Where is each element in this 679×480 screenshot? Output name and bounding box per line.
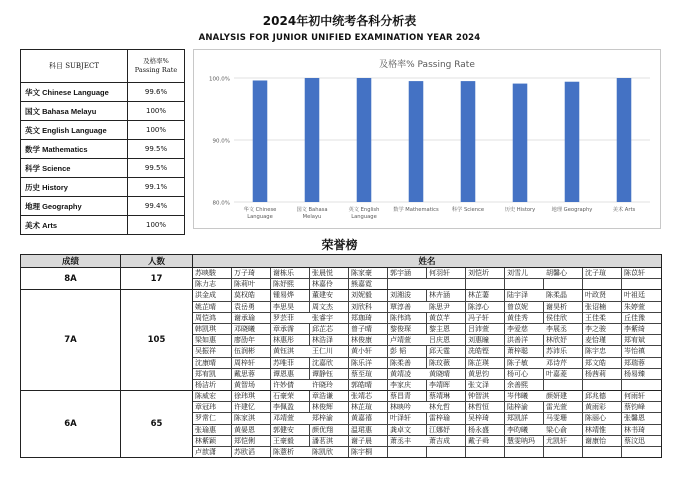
student-name: 陈薏析	[273, 448, 294, 456]
student-name: 陈子敏	[505, 358, 544, 369]
student-name: 王豪毅	[271, 436, 310, 447]
student-name: 颜妍建	[544, 391, 583, 402]
student-name: 谢康怡	[583, 436, 622, 447]
student-name: 邱芷芯	[310, 324, 349, 335]
student-name: 罗芸菲	[271, 313, 310, 324]
student-name: 董建安	[310, 290, 349, 301]
student-name: 张文泽	[466, 380, 505, 390]
honour-roll-table	[20, 254, 662, 458]
student-name: 李紫绮	[622, 324, 661, 335]
subject-row	[21, 178, 185, 197]
empty-name-slot	[505, 279, 544, 289]
x-tick-label: Language	[351, 214, 377, 220]
student-name: 尤凯轩	[544, 436, 583, 447]
student-name: 叶泽轩	[388, 413, 427, 424]
names-cell	[193, 290, 662, 391]
student-name: 谭恩惠	[271, 369, 310, 380]
student-name: 周梓轩	[232, 358, 271, 369]
x-tick-label: 历史 History	[504, 207, 536, 213]
student-name: 廖劭年	[232, 335, 271, 346]
student-name: 丘佳豫	[622, 313, 661, 324]
grade-cell: 6A	[21, 391, 121, 458]
subject-name: 英文 English Language	[21, 121, 128, 140]
y-tick-label: 100.0%	[209, 76, 230, 83]
student-name: 林欣妤	[544, 335, 583, 346]
honour-table-header	[21, 255, 662, 268]
passing-rate-column-header	[128, 50, 185, 83]
student-name: 戴思蓉	[232, 369, 271, 380]
student-name: 曾子晴	[349, 324, 388, 335]
student-name: 林书琦	[622, 425, 661, 436]
student-name: 慧雯呐玛	[505, 436, 544, 447]
empty-name-slot	[544, 380, 583, 390]
student-name: 莫权皓	[232, 290, 271, 301]
student-name: 杨永盛	[466, 425, 505, 436]
page-title-cn: 2024年初中统考各科分析表	[262, 14, 417, 28]
student-name: 熊嘉霓	[349, 279, 388, 289]
count-cell: 65	[121, 391, 193, 458]
student-name: 陈家淇	[232, 413, 271, 424]
honour-group-row	[21, 268, 662, 290]
count-cell: 17	[121, 268, 193, 290]
student-name: 陈芷瑛	[466, 358, 505, 369]
subject-name: 数学 Mathematics	[21, 140, 128, 159]
y-tick-label: 90.0%	[212, 138, 230, 145]
student-name: 胡馨心	[544, 268, 583, 279]
empty-name-slot	[466, 279, 505, 289]
student-name: 刘恺圻	[466, 268, 505, 279]
student-name: 蔡至瑄	[349, 369, 388, 380]
student-name: 张馨恩	[622, 413, 661, 424]
subject-pass-rate-table	[20, 49, 185, 235]
student-name: 岑伟曦	[505, 391, 544, 402]
student-name: 许妙倩	[273, 380, 294, 389]
student-name: 张诏楠	[583, 302, 622, 313]
student-name: 沈嘉欣	[310, 358, 349, 369]
grade-column-header: 成绩	[21, 255, 121, 268]
subject-row	[21, 121, 185, 140]
x-tick-label: 美术 Arts	[612, 207, 636, 213]
subject-row	[21, 83, 185, 102]
student-name: 李靖晖	[427, 380, 466, 390]
student-name: 杨洁圻	[193, 380, 232, 390]
student-name: 谢昊析	[544, 302, 583, 313]
student-name: 黄苡芊	[427, 313, 466, 324]
x-tick-label: 英文 English	[348, 207, 380, 213]
student-name: 郑恺俐	[232, 436, 271, 447]
bar	[617, 78, 632, 202]
student-name: 李爱慈	[505, 324, 544, 335]
student-name: 章冠玮	[193, 402, 232, 413]
student-name: 杨易臻	[622, 369, 661, 380]
student-name: 洪善洋	[505, 335, 544, 346]
student-name: 黄靖凌	[388, 369, 427, 380]
student-name: 邓靖萱	[271, 413, 310, 424]
student-name: 袁岳勇	[232, 302, 271, 313]
student-name: 李昀曦	[505, 425, 544, 436]
empty-name-slot	[544, 447, 583, 457]
subject-passing-rate: 99.5%	[128, 140, 185, 159]
x-tick-label: Melayu	[302, 214, 322, 220]
subject-name: 科学 Science	[21, 159, 128, 178]
student-name: 陈淳心	[466, 302, 505, 313]
subject-name: 华文 Chinese Language	[21, 83, 128, 102]
student-name: 黄佳秀	[505, 313, 544, 324]
student-name: 萧吉成	[427, 436, 466, 447]
student-name: 戴子舜	[466, 436, 505, 447]
student-name: 郑宥斌	[622, 335, 661, 346]
student-name: 万子琦	[232, 268, 271, 279]
subject-row	[21, 159, 185, 178]
student-name: 陈柔晶	[544, 290, 583, 301]
student-name: 张靖芯	[349, 391, 388, 402]
names-grid	[193, 268, 661, 289]
student-name: 沈康晴	[193, 358, 232, 369]
student-name: 郑宥凯	[193, 369, 232, 380]
student-name: 陈家豪	[349, 268, 388, 279]
names-cell	[193, 391, 662, 458]
student-name: 林浩泽	[310, 335, 349, 346]
student-name: 覃淳善	[388, 302, 427, 313]
student-name: 黎主恩	[427, 324, 466, 335]
student-name: 吴振祥	[193, 346, 232, 357]
subject-passing-rate: 100%	[128, 121, 185, 140]
student-name: 邓诗芹	[544, 358, 583, 369]
subject-name: 国文 Bahasa Melayu	[21, 102, 128, 121]
student-name: 杨可心	[505, 369, 544, 380]
student-name: 林嘉伶	[310, 279, 349, 289]
names-grid	[193, 290, 661, 390]
names-cell	[193, 268, 662, 290]
student-name: 黄钰淇	[271, 346, 310, 357]
subject-passing-rate: 99.5%	[128, 159, 185, 178]
subject-passing-rate: 99.6%	[128, 83, 185, 102]
student-name: 邱兆德	[583, 391, 622, 402]
student-name: 蔡汶迅	[622, 436, 661, 447]
student-name: 陆宇泽	[505, 290, 544, 301]
student-name: 王仁川	[310, 346, 349, 357]
student-name: 何雨轩	[622, 391, 661, 402]
subject-table-header	[21, 50, 185, 83]
student-name: 沈子瑄	[583, 268, 622, 279]
student-name: 陈伟鸿	[388, 313, 427, 324]
x-tick-label: 华文 Chinese	[243, 207, 277, 213]
student-name: 章承霈	[271, 324, 310, 335]
student-name: 刘雪儿	[505, 268, 544, 279]
student-name: 陈宇忠	[583, 346, 622, 357]
student-name: 李思昊	[271, 302, 310, 313]
empty-name-slot	[466, 447, 505, 457]
x-tick-label: 地理 Geography	[551, 207, 593, 213]
student-name: 陈柔善	[388, 358, 427, 369]
empty-name-slot	[427, 279, 466, 289]
student-name: 余善熙	[505, 380, 544, 390]
student-name: 蔡昌青	[388, 391, 427, 402]
student-name: 叶政贤	[583, 290, 622, 301]
student-name: 温珺惠	[349, 425, 388, 436]
student-name: 李展丞	[544, 324, 583, 335]
student-name: 颜优翔	[310, 425, 349, 436]
student-name: 卢靖萱	[388, 335, 427, 346]
student-name: 江娜妤	[427, 425, 466, 436]
student-name: 苏映駿	[193, 268, 232, 279]
student-name: 卢歆潇	[193, 447, 232, 457]
chart-canvas	[194, 50, 660, 228]
student-name: 潘茗淇	[310, 436, 349, 447]
student-name: 叶嘉菱	[544, 369, 583, 380]
student-name: 郭健安	[271, 425, 310, 436]
student-name: 陈妤熙	[271, 279, 310, 289]
x-tick-label: Language	[247, 214, 273, 220]
student-name: 陈凯欣	[310, 447, 349, 457]
grade-cell: 7A	[21, 290, 121, 391]
student-name: 林惠彤	[271, 335, 310, 346]
student-name: 郑凯詳	[505, 413, 544, 424]
student-name: 郭宇涵	[388, 268, 427, 279]
subject-passing-rate: 100%	[128, 102, 185, 121]
grade-cell: 8A	[21, 268, 121, 290]
student-name: 黄晏恩	[232, 425, 271, 436]
student-name: 杨茜莉	[583, 369, 622, 380]
student-name: 黄雨彩	[583, 402, 622, 413]
x-tick-label: 数学 Mathematics	[393, 207, 439, 213]
honour-roll-title: 荣誉榜	[321, 238, 358, 252]
student-name: 陈力志	[193, 279, 232, 289]
student-name: 陈思尹	[427, 302, 466, 313]
student-name: 林芷萋	[466, 290, 505, 301]
y-tick-label: 80.0%	[212, 200, 230, 207]
names-column-header: 姓名	[193, 255, 662, 268]
student-name: 陈丽心	[583, 413, 622, 424]
x-tick-label: 科学 Science	[451, 207, 485, 213]
student-name: 郑珈琦	[349, 313, 388, 324]
student-name: 谭静钰	[310, 369, 349, 380]
student-name: 林允哲	[427, 402, 466, 413]
student-name: 侯佳欣	[544, 313, 583, 324]
student-name: 周文杰	[310, 302, 349, 313]
student-name: 朱婷萱	[622, 302, 661, 313]
bar	[357, 78, 372, 202]
empty-name-slot	[583, 279, 622, 289]
student-name: 许建忆	[232, 402, 271, 413]
student-name: 刘惠瞳	[466, 335, 505, 346]
student-name: 章浩谦	[310, 391, 349, 402]
student-name: 苏唯菲	[271, 358, 310, 369]
empty-name-slot	[505, 447, 544, 457]
subject-row	[21, 216, 185, 235]
student-name: 李之骏	[583, 324, 622, 335]
student-name: 叶祖廷	[622, 290, 661, 301]
student-name: 刘欣科	[349, 302, 388, 313]
student-name: 李家庆	[388, 380, 427, 390]
subject-name: 地理 Geography	[21, 197, 128, 216]
student-name: 龚卓文	[388, 425, 427, 436]
student-name: 萧梓聪	[505, 346, 544, 357]
student-name: 邱天霆	[427, 346, 466, 357]
student-name: 冼皓铿	[466, 346, 505, 357]
student-name: 雷光萱	[544, 402, 583, 413]
student-name: 谢子晨	[349, 436, 388, 447]
student-name: 伍润彬	[232, 346, 271, 357]
student-name: 雷梓瑜	[427, 413, 466, 424]
subject-name: 历史 History	[21, 178, 128, 197]
bar	[409, 81, 424, 202]
bar	[461, 81, 476, 202]
student-name: 吕沛萱	[466, 324, 505, 335]
empty-name-slot	[388, 279, 427, 289]
bar	[513, 84, 528, 202]
student-name: 张睿宇	[310, 313, 349, 324]
passing-rate-header-line1: 及格率%	[143, 57, 169, 65]
student-name: 冯子轩	[466, 313, 505, 324]
student-name: 蔡钧峰	[622, 402, 661, 413]
empty-name-slot	[427, 447, 466, 457]
student-name: 周恺鸿	[193, 313, 232, 324]
student-name: 曾苡妮	[505, 302, 544, 313]
bar	[253, 80, 268, 202]
student-name: 马雯珊	[544, 413, 583, 424]
student-name: 何羽轩	[427, 268, 466, 279]
student-name: 岑怡禛	[622, 346, 661, 357]
count-cell: 105	[121, 290, 193, 391]
student-name: 林俊康	[349, 335, 388, 346]
subject-row	[21, 102, 185, 121]
subject-row	[21, 197, 185, 216]
student-name: 林映吟	[388, 402, 427, 413]
student-name: 张瑜惠	[193, 425, 232, 436]
chart-title: 及格率% Passing Rate	[379, 60, 475, 70]
student-name: 石豪荣	[271, 391, 310, 402]
student-name: 林芷瑄	[349, 402, 388, 413]
student-name: 陈宇桐	[349, 447, 388, 457]
subject-row	[21, 140, 185, 159]
student-name: 钟智淇	[466, 391, 505, 402]
student-name: 陈玟薇	[427, 358, 466, 369]
student-name: 洪金成	[193, 290, 232, 301]
subject-passing-rate: 100%	[128, 216, 185, 235]
student-name: 梁如惠	[193, 335, 232, 346]
student-name: 郑文皓	[583, 358, 622, 369]
student-name: 蔡靖琳	[427, 391, 466, 402]
student-name: 吕庆恩	[427, 335, 466, 346]
student-name: 苏沛乐	[544, 346, 583, 357]
student-name: 林紫颖	[193, 436, 232, 447]
bar	[305, 78, 320, 202]
honour-group-row	[21, 391, 662, 458]
subject-passing-rate: 99.1%	[128, 178, 185, 197]
student-name: 刘妮毅	[349, 290, 388, 301]
empty-name-slot	[622, 279, 661, 289]
empty-name-slot	[388, 447, 427, 457]
student-name: 黎俊琛	[388, 324, 427, 335]
empty-name-slot	[583, 447, 622, 457]
student-name: 苏欧滔	[232, 447, 271, 457]
student-name: 陈苡轩	[622, 268, 661, 279]
student-name: 陈乐洋	[349, 358, 388, 369]
empty-name-slot	[583, 380, 622, 390]
subject-name: 美术 Arts	[21, 216, 128, 235]
student-name: 林哲恒	[466, 402, 505, 413]
student-name: 姚芷晴	[193, 302, 232, 313]
bar	[565, 82, 580, 202]
student-name: 王佳柔	[583, 313, 622, 324]
empty-name-slot	[544, 279, 583, 289]
x-tick-label: 国文 Bahasa	[296, 207, 328, 213]
student-name: 梁心俞	[544, 425, 583, 436]
student-name: 郑梓渝	[310, 413, 349, 424]
student-name: 林卉涵	[427, 290, 466, 301]
student-name: 彭 韬	[388, 346, 427, 357]
honour-group-row	[21, 290, 662, 391]
student-name: 韩凯琪	[193, 324, 232, 335]
student-name: 郭皓晴	[349, 380, 388, 390]
count-column-header: 人数	[121, 255, 193, 268]
student-name: 黄思钧	[466, 369, 505, 380]
student-name: 黄小轩	[349, 346, 388, 357]
names-grid	[193, 391, 661, 457]
student-name: 李佩盈	[271, 402, 310, 413]
student-name: 林俊辉	[310, 402, 349, 413]
student-name: 谢承瑜	[232, 313, 271, 324]
student-name: 黄晓晴	[427, 369, 466, 380]
passing-rate-header-line2: Passing Rate	[134, 66, 178, 74]
empty-name-slot	[622, 380, 661, 390]
student-name: 郑瑞蓉	[622, 358, 661, 369]
student-name: 林靖惟	[583, 425, 622, 436]
student-name: 陈莉叶	[232, 279, 271, 289]
student-name: 锺易烨	[271, 290, 310, 301]
empty-name-slot	[622, 447, 661, 457]
subject-passing-rate: 99.4%	[128, 197, 185, 216]
student-name: 刘湘浚	[388, 290, 427, 301]
student-name: 许晓玲	[310, 380, 349, 390]
student-name: 吴梓琦	[466, 413, 505, 424]
student-name: 罗常仁	[193, 413, 232, 424]
student-name: 萧丞丰	[388, 436, 427, 447]
student-name: 黄嘉禧	[349, 413, 388, 424]
student-name: 谢栋乐	[271, 268, 310, 279]
passing-rate-chart	[193, 49, 661, 229]
student-name: 张晨悦	[310, 268, 349, 279]
page-title-en: ANALYSIS FOR JUNIOR UNIFIED EXAMINATION YEAR 2024	[198, 33, 481, 43]
student-name: 陆梓渝	[505, 402, 544, 413]
subject-column-header: 科目 SUBJECT	[21, 50, 128, 83]
student-name: 陈威宏	[193, 391, 232, 402]
student-name: 邓晓曦	[232, 324, 271, 335]
student-name: 徐玮琪	[232, 391, 271, 402]
student-name: 麦恰瑾	[583, 335, 622, 346]
student-name: 黄智场	[232, 380, 271, 390]
